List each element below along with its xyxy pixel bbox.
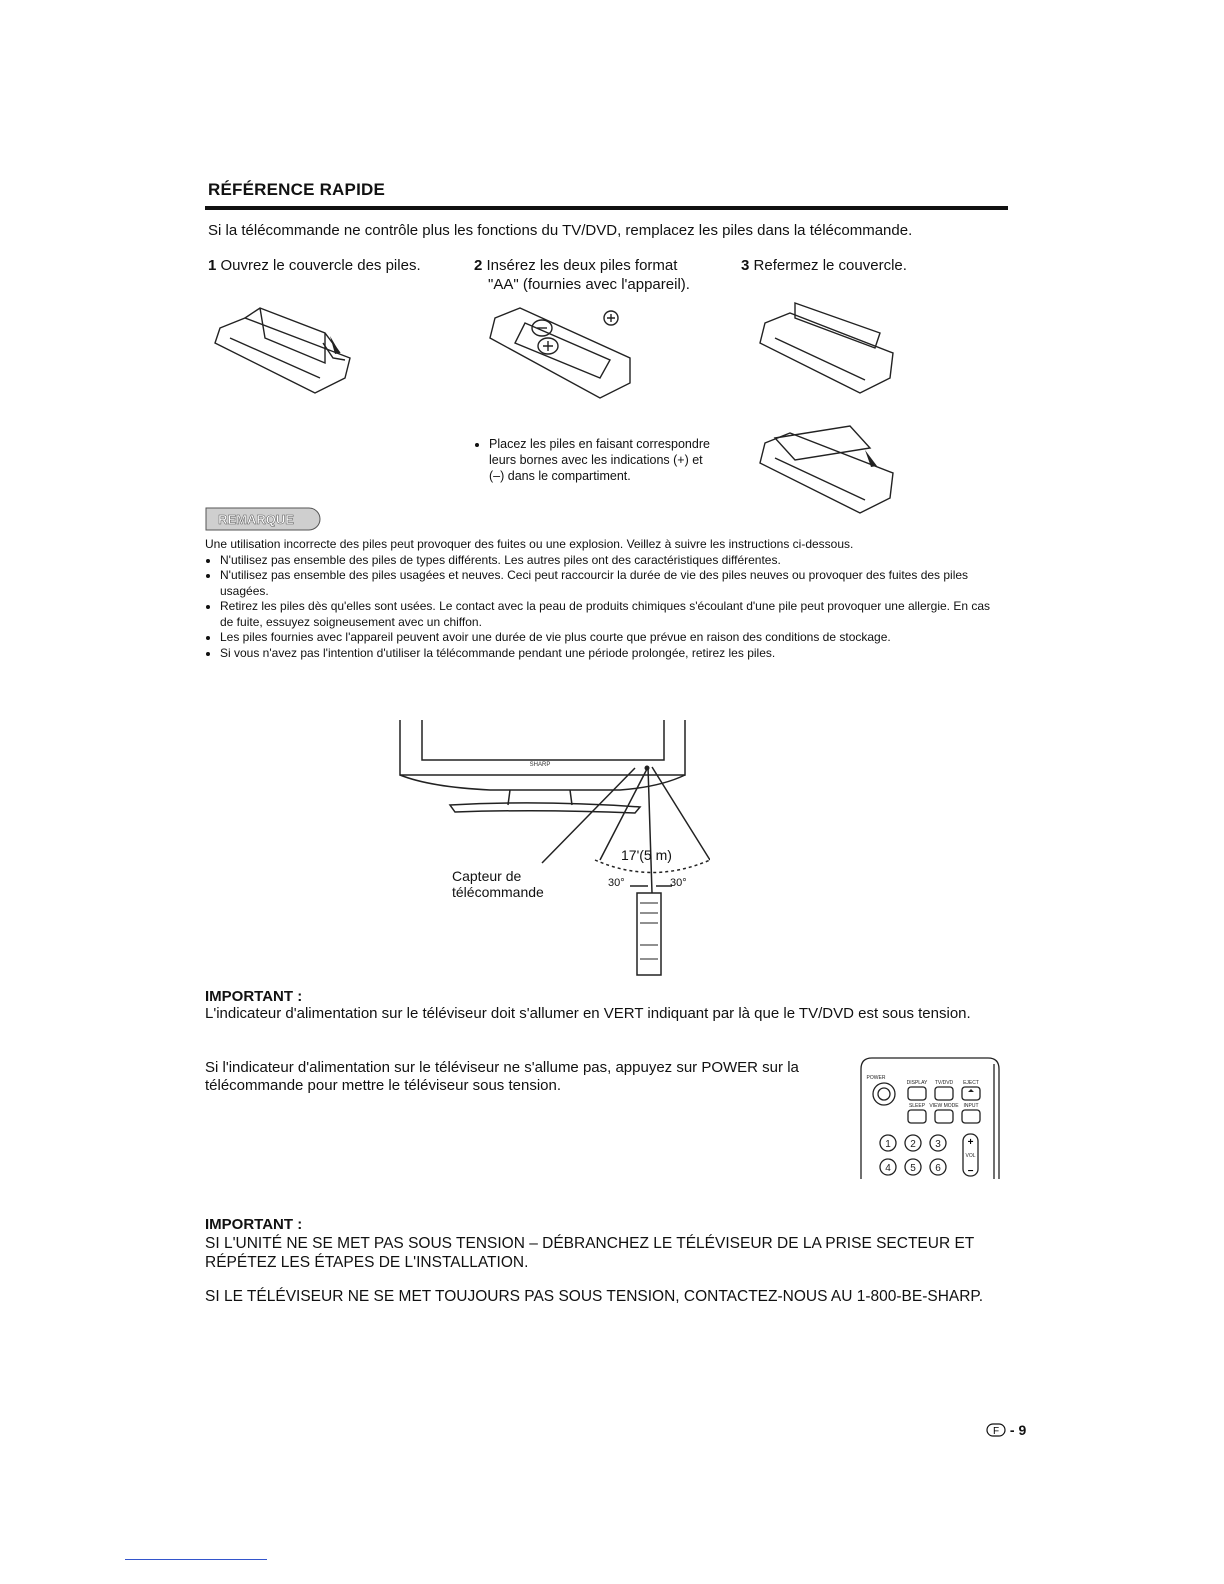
- step-1-text: Ouvrez le couvercle des piles.: [220, 257, 421, 274]
- power-label: POWER: [866, 1075, 886, 1081]
- key-3-label: 3: [935, 1139, 941, 1150]
- remarque-lead: Une utilisation incorrecte des piles peut provoquer des fuites ou une explosion. Veillez à suivre les instructions ci-dessous.: [205, 537, 854, 551]
- vol-label: VOL: [965, 1153, 976, 1159]
- tv-stand: [450, 803, 640, 813]
- close-cover-illustration: [755, 298, 900, 398]
- step-2-text: Insérez les deux piles format: [486, 257, 678, 274]
- power-button: [873, 1083, 895, 1105]
- battery-polarity-tip: [475, 436, 715, 484]
- remarque-badge-label: REMARQUE: [218, 512, 294, 527]
- important-heading-2: IMPORTANT :: [205, 1216, 303, 1233]
- sleep-button: [908, 1110, 926, 1123]
- footer-line: [125, 1559, 267, 1560]
- remarque-item: • N'utilisez pas ensemble des piles de types différents. Les autres piles ont des caractéristiques différentes.: [220, 553, 1005, 569]
- input-button: [962, 1110, 980, 1123]
- page-number: F - 9: [986, 1422, 1026, 1438]
- remarque-item: • Si vous n'avez pas l'intention d'utiliser la télécommande pendant une période prolongée, retirez les piles.: [220, 646, 1005, 662]
- page-number-value: 9: [1018, 1422, 1027, 1438]
- angle-right: 30°: [670, 877, 687, 889]
- tvdvd-label: TV/DVD: [934, 1080, 954, 1086]
- remarque-item: • Retirez les piles dès qu'elles sont usées. Le contact avec la peau de produits chimiques s'écoulant d'une pile peut provoquer une allergie. En cas de fuite, essuyez soigneusement avec un chiffon.: [220, 599, 1005, 630]
- remote-closeup: [858, 1054, 1003, 1179]
- cover-snap-illustration: [755, 418, 900, 518]
- vol-plus-icon: +: [967, 1137, 974, 1148]
- sleep-label: SLEEP: [908, 1103, 926, 1109]
- page-title: RÉFÉRENCE RAPIDE: [208, 180, 386, 199]
- tvdvd-button: [935, 1087, 953, 1100]
- remarque-item: • N'utilisez pas ensemble des piles usagées et neuves. Ceci peut raccourcir la durée de vie des piles neuves ou provoquer des fuites des piles usagées.: [220, 568, 1005, 599]
- step-3-text: Refermez le couvercle.: [753, 257, 907, 274]
- important-text-2: SI L'UNITÉ NE SE MET PAS SOUS TENSION – DÉBRANCHEZ LE TÉLÉVISEUR DE LA PRISE SECTEUR ET RÉPÉTEZ LES ÉTAPES DE L'INSTALLATION.: [205, 1235, 974, 1271]
- viewmode-label: VIEW MODE: [929, 1103, 959, 1109]
- language-letter: F: [992, 1426, 1000, 1437]
- language-badge: [986, 1423, 1006, 1437]
- step-2-number: 2: [474, 257, 483, 274]
- remarque-notes: [205, 537, 1005, 661]
- display-label: DISPLAY: [906, 1080, 928, 1086]
- title-rule: [205, 206, 1008, 210]
- tv-brand-label: SHARP: [529, 762, 551, 768]
- tv-screen: [422, 720, 664, 760]
- sensor-dot: [645, 766, 650, 771]
- sensor-label-line2: télécommande: [452, 884, 544, 900]
- step-2-text-line2: "AA" (fournies avec l'appareil).: [488, 276, 690, 293]
- step-1: [208, 256, 458, 275]
- step-3-number: 3: [741, 257, 750, 274]
- intro-text: Si la télécommande ne contrôle plus les fonctions du TV/DVD, remplacez les piles dans la télécommande.: [208, 222, 913, 239]
- step-1-number: 1: [208, 257, 217, 274]
- sensor-label: [452, 868, 544, 900]
- angle-left: 30°: [608, 877, 625, 889]
- eject-label: EJECT: [963, 1080, 979, 1086]
- remarque-item: • Les piles fournies avec l'appareil peuvent avoir une durée de vie plus courte que prévue en raison des conditions de stockage.: [220, 630, 1005, 646]
- important-text-1: L'indicateur d'alimentation sur le téléviseur doit s'allumer en VERT indiquant par là que le TV/DVD est sous tension.: [205, 1005, 971, 1022]
- power-note: Si l'indicateur d'alimentation sur le téléviseur ne s'allume pas, appuyez sur POWER sur la télécommande pour mettre le téléviseur sous tension.: [205, 1059, 799, 1094]
- step-3: [741, 256, 991, 275]
- display-button: [908, 1087, 926, 1100]
- eject-button: [962, 1087, 980, 1100]
- important-text-3: SI LE TÉLÉVISEUR NE SE MET TOUJOURS PAS SOUS TENSION, CONTACTEZ-NOUS AU 1-800-BE-SHARP.: [205, 1288, 984, 1305]
- remote-icon: [637, 893, 661, 975]
- remarque-badge: [204, 506, 324, 532]
- key-4-label: 4: [885, 1163, 891, 1174]
- tip-item: • Placez les piles en faisant correspondre leurs bornes avec les indications (+) et (–) dans le compartiment.: [489, 436, 715, 484]
- key-2-label: 2: [910, 1139, 916, 1150]
- insert-batteries-illustration: [480, 298, 640, 408]
- range-distance: 17'(5 m): [621, 847, 672, 863]
- key-1-label: 1: [885, 1139, 891, 1150]
- key-6-label: 6: [935, 1163, 941, 1174]
- open-cover-illustration: [205, 298, 355, 398]
- viewmode-button: [935, 1110, 953, 1123]
- key-5-label: 5: [910, 1163, 916, 1174]
- important-heading-1: IMPORTANT :: [205, 988, 303, 1005]
- step-2: [474, 256, 724, 294]
- sensor-label-line1: Capteur de: [452, 868, 522, 884]
- vol-minus-icon: −: [967, 1166, 974, 1177]
- input-label: INPUT: [963, 1103, 979, 1109]
